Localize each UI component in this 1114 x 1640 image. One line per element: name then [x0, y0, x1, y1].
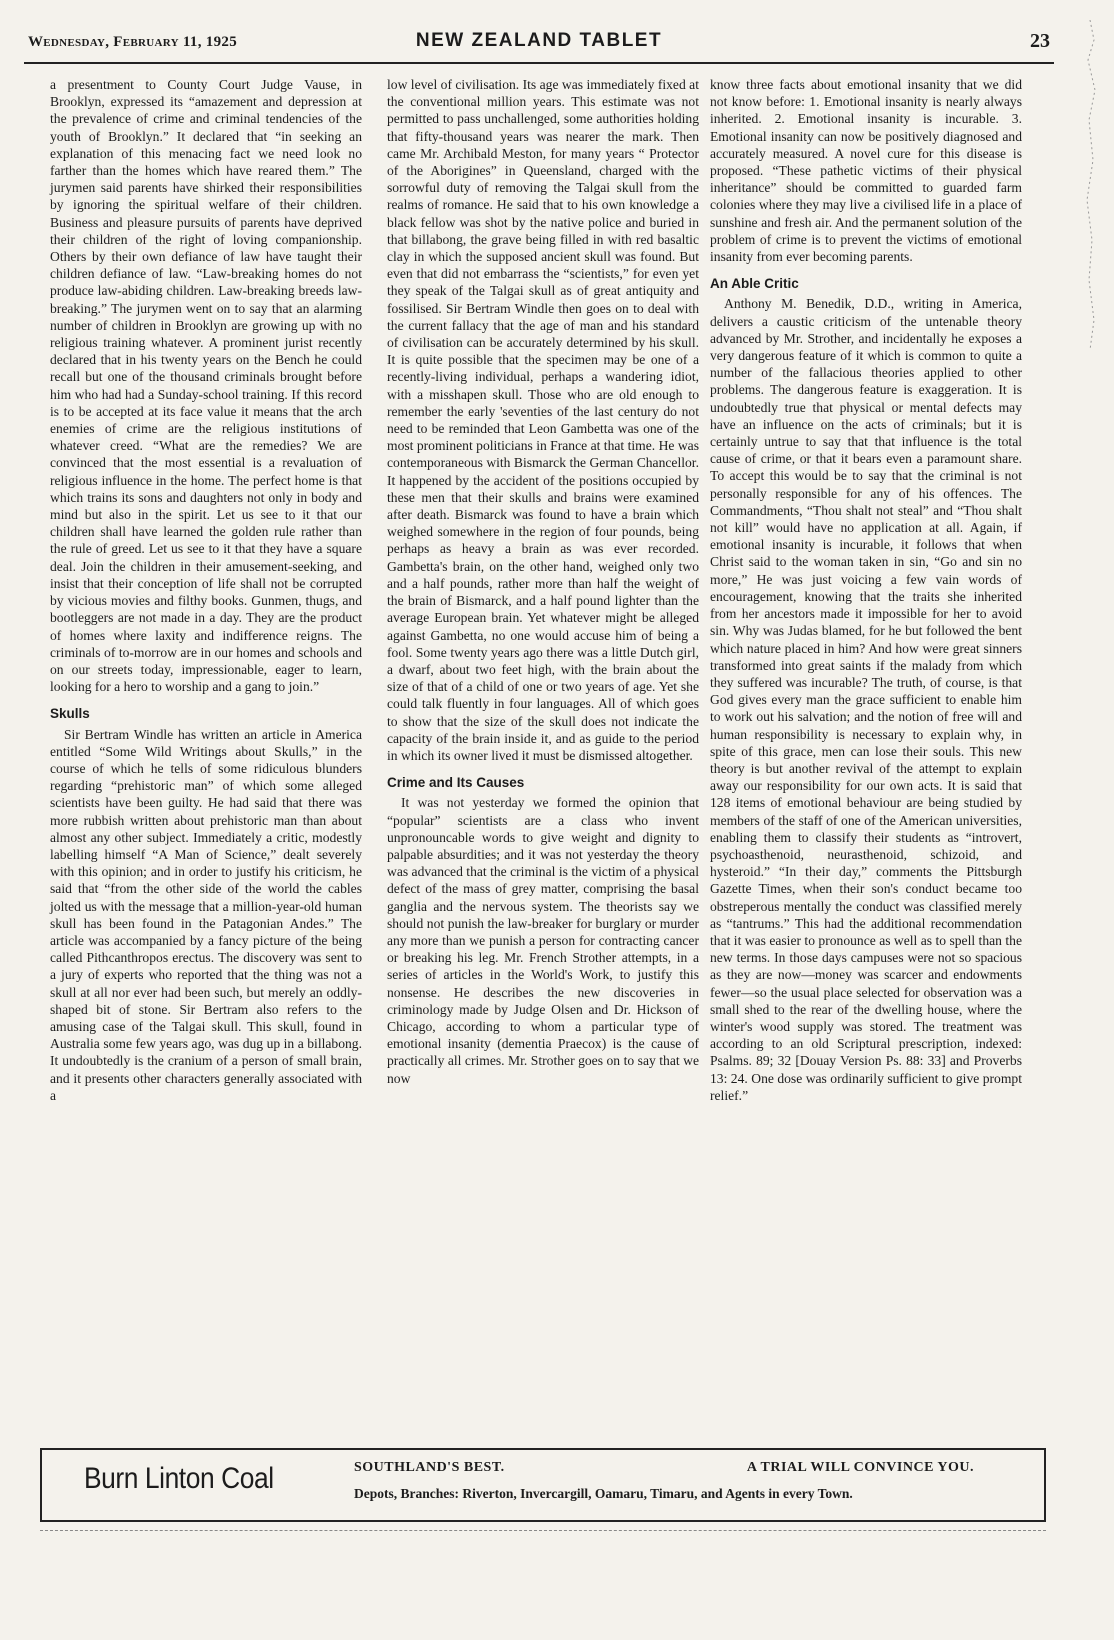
torn-edge-decoration	[1080, 20, 1100, 350]
publication-title: NEW ZEALAND TABLET	[415, 30, 663, 51]
paragraph-able-critic: Anthony M. Benedik, D.D., writing in America, delivers a caustic criticism of the untenable theory advanced by Mr. Strother, and incidentally he exposes a very dangerous feature of it which is common to quite a number of the fallacious theories applied to other problems. The dangerous feature is exaggeration. It is undoubtedly true that physical or mental defects may have an influence on the acts of criminals; but it is certainly untrue to say that that influence is the total cause of crime, or that it bears even a paramount share. To accept this would be to say that the criminal is not personally responsible for any of his offences. The Commandments, “Thou shalt not steal” and “Thou shalt not kill” would have no application at all. Again, if emotional insanity is incurable, it follows that when Christ said to the woman taken in sin, “Go and sin no more,” He was just voicing a few vain words of encouragement, knowing that the traits she inherited from her ancestors made it impossible for her to avoid sin. Why was Judas blamed, for he but followed the bent which nature placed in him? And how were great sinners transformed into great saints if the malady from which they suffered was incurable? The truth, of course, is that God gives every man the grace sufficient to enable him to work out his salvation; and the notion of free will and human responsibility is necessary to explain why, in spite of this grace, men can lose their souls. This new theory is but another revival of the attempt to explain away our responsibility for our own acts. It is said that 128 items of emotional behaviour are being studied by members of the staff of one of the American universities, enabling them to classify their students as “introvert, psychoasthenoid, neurasthenoid, schizoid, and hysteroid.” “In their day,” comments the Pittsburgh Gazette Times, when their son's conduct became too obstreperous mentally the conduct was classified merely as “tantrums.” This had the additional recommendation that it was easier to pronounce as well as to spell than the new terms. In those days campuses were not so spacious as they are now—money was scarcer and endowments fewer—so the usual place selected for observation was a small shed to the rear of the dwelling house, where the winter's wood supply was stored. The treatment was according to an old Scriptural prescription, indexed: Psalms. 89; 32 [Douay Version Ps. 88: 33] and Proverbs 13: 24. One dose was ordinarily sufficient to give prompt relief.”	[710, 296, 1022, 1103]
heading-an-able-critic: An Able Critic	[710, 276, 799, 292]
page-header	[24, 30, 1054, 60]
advert-slogan-left: SOUTHLAND'S BEST.	[354, 1460, 505, 1475]
issue-date: Wednesday, February 11, 1925	[28, 34, 237, 50]
advert-depots: Depots, Branches: Riverton, Invercargill, Oamaru, Timaru, and Agents in every Town.	[354, 1486, 853, 1501]
heading-skulls: Skulls	[50, 706, 90, 722]
column-3	[710, 76, 1022, 1104]
advert-slogan-right: A TRIAL WILL CONVINCE YOU.	[746, 1460, 974, 1475]
column-1	[50, 76, 362, 1104]
footer-rule	[40, 1530, 1046, 1531]
coal-advertisement	[40, 1448, 1046, 1522]
paragraph-talgai-skull: low level of civilisation. Its age was immediately fixed at the conventional million years. This estimate was not permitted to pass unchallenged, some authorities holding that fifty-thousand years was nearer the mark. Then came Mr. Archibald Meston, for many years “ Protector of the Aborigines” in Queensland, charged with the sorrowful duty of removing the Talgai skull from the realms of romance. He said that to his own knowledge a black fellow was shot by the native police and buried in that billabong, the grave being filled in with red basaltic clay in which the supposed ancient skull was found. But even that did not embarrass the “scientists,” for even yet they speak of the Talgai skull as of great antiquity and fossilised. Sir Bertram Windle then goes on to deal with the current fallacy that the age of man and his standard of civilisation can be accurately determined by his skull. It is quite possible that the specimen may be one of a recently-living individual, perhaps a wandering idiot, with a misshapen skull. Those who are old enough to remember the early 'seventies of the last century do not need to be reminded that Leon Gambetta was one of the most prominent politicians in France at that time. He was contemporaneous with Bismarck the German Chancellor. It happened by the accident of the positions occupied by these men that their skulls and brains were examined after death. Bismarck was found to have a brain which weighed somewhere in the region of four pounds, being perhaps as heavy a brain as was ever recorded. Gambetta's brain, on the other hand, weighed only two and a half pounds, rather more than half the weight of the brain of Bismarck, and a half pound lighter than the average European brain. Yet whatever might be alleged against Gambetta, no one would accuse him of being a fool. Some twenty years ago there was a little Dutch girl, a dwarf, about two feet high, with the brain about the size of that of a child of one or two years of age. Yet she could talk fluently in four languages. All of which goes to show that the size of the skull does not indicate the capacity of the brain inside it, and as guide to the period in which its owner lived it must be dismissed altogether.	[387, 77, 699, 763]
header-rule	[24, 62, 1054, 64]
paragraph-skulls: Sir Bertram Windle has written an article in America entitled “Some Wild Writings about Skulls,” in the course of which he tells of some ridiculous blunders regarding “prehistoric man” of which some alleged scientists have been guilty. He had said that there was more rubbish written about prehistoric man than about almost any other subject. Immediately a critic, modestly labelling himself “A Man of Science,” dealt severely with this opinion; and in order to justify his criticism, he said that “from the other side of the world the cables jolted us with the message that a million-year-old human skull has been found in the Patagonian Andes.” The article was accompanied by a fancy picture of the being called Pithcanthropos erectus. The discovery was sent to a jury of experts who reported that the thing was not a skull at all nor ever had been such, but merely an oddly-shaped bit of stone. Sir Bertram also refers to the amusing case of the Talgai skull. This skull, found in Australia some few years ago, was dug up in a billabong. It undoubtedly is the cranium of a person of small brain, and it presents other characters generally associated with a	[50, 726, 362, 1103]
paragraph-brooklyn-presentment: a presentment to County Court Judge Vause, in Brooklyn, expressed its “amazement and depression at the prevalence of crime and criminal tendencies of the youth of Brooklyn.” It declared that “in seeking an explanation of this menacing fact we need look no farther than the homes which have reared them.” The jurymen said parents have shirked their responsibilities by ignoring the spiritual welfare of their children. Business and pleasure pursuits of parents have deprived their children of the right of loving companionship. Others by their own defiance of law have taught their children defiance of law. “Law-breaking homes do not produce law-abiding children. Law-breaking breeds law-breaking.” The jurymen went on to say that an alarming number of children in Brooklyn are growing up with no religious training whatever. A prominent jurist recently declared that in his twenty years on the Bench he could recall but one of the thousand criminals brought before him who had had a Sunday-school training. If this record is to be accepted at its face value it means that the arch enemies of crime are the religious institutions of whatever creed. “What are the remedies? We are convinced that the most essential is a revaluation of religious influence in the home. The perfect home is that which trains its sons and daughters not only in body and mind but also in the spirit. Let us see to it that our children shall have learned the golden rule rather than the rule of greed. Let us see to it that they have a square deal. Join the children in their amusement-seeking, and insist that their conception of life shall not be corrupted by vicious movies and filthy books. Gunmen, thugs, and bootleggers are not made in a day. They are the product of homes where laxity and indifference reigns. The criminals of to-morrow are in our homes and schools and on our streets today, impressionable, eager to learn, looking for a hero to worship and a gang to join.”	[50, 77, 362, 695]
column-2	[387, 76, 699, 1087]
advert-brand: Burn Linton Coal	[84, 1462, 274, 1495]
paragraph-emotional-insanity: know three facts about emotional insanity that we did not know before: 1. Emotional insanity is nearly always inherited. 2. Emotional insanity is incurable. 3. Emotional insanity can now be positively diagnosed and accurately measured. A novel cure for this disease is proposed. “These pathetic victims of their physical inheritance” should be committed to guarded farm colonies where they may live a civilised life in a place of sunshine and fresh air. And the permanent solution of the problem of crime is to prevent the victims of emotional insanity from ever becoming parents.	[710, 77, 1022, 265]
page-number: 23	[1030, 30, 1050, 52]
paragraph-crime-causes: It was not yesterday we formed the opinion that “popular” scientists are a class who invent unpronouncable words to give weight and dignity to palpable absurdities; and it was not yesterday the theory was advanced that the criminal is the victim of a physical defect of the mass of grey matter, comprising the basal ganglia and the nervous system. The theorists say we should not punish the law-breaker for burglary or murder any more than we punish a person for contracting cancer or breaking his leg. Mr. French Strother attempts, in a series of articles in the World's Work, to justify this nonsense. He describes the new discoveries in criminology made by Judge Olsen and Dr. Hickson of Chicago, according to whom a particular type of emotional insanity (dementia Praecox) is the cause of practically all crimes. Mr. Strother goes on to say that we now	[387, 795, 699, 1086]
heading-crime-and-its-causes: Crime and Its Causes	[387, 775, 525, 791]
